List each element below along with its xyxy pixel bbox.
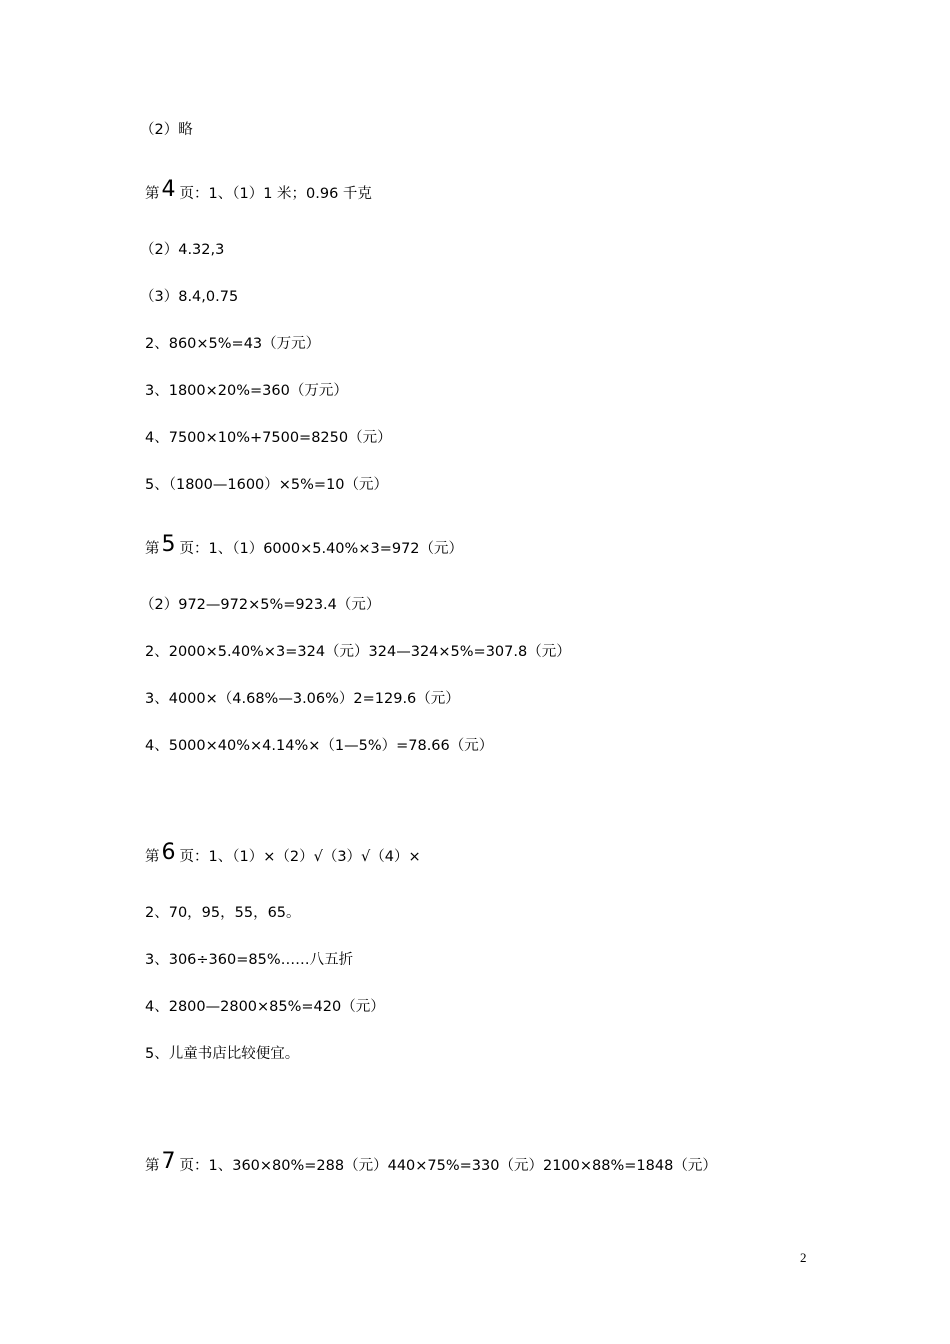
section-heading-page-6: [145, 840, 421, 867]
heading-text: 页：1、360×80%=288（元）440×75%=330（元）2100×88%=1848（元）: [179, 1158, 717, 1174]
answer-text: 3、4000×（4.68%—3.06%）2=129.6（元）: [145, 691, 460, 707]
answer-text: 5、（1800—1600）×5%=10（元）: [145, 477, 389, 493]
answer-text: （2）略: [140, 122, 193, 138]
answer-line: [145, 475, 388, 495]
heading-page-number: 6: [161, 840, 176, 865]
answer-line: [145, 736, 493, 756]
answer-text: 2、70，95，55，65。: [145, 905, 301, 921]
heading-prefix: 第: [145, 541, 160, 557]
heading-prefix: 第: [145, 849, 160, 865]
answer-line: [140, 120, 193, 140]
section-heading-page-5: [145, 532, 464, 559]
heading-text: 页：1、（1）1 米；0.96 千克: [179, 186, 372, 202]
answer-text: 4、7500×10%+7500=8250（元）: [145, 430, 392, 446]
heading-page-number: 7: [161, 1149, 176, 1174]
answer-text: 4、2800—2800×85%=420（元）: [145, 999, 385, 1015]
section-heading-page-7: [145, 1149, 717, 1176]
answer-line: [145, 381, 348, 401]
heading-prefix: 第: [145, 186, 160, 202]
answer-line: [140, 240, 224, 260]
answer-line: [145, 642, 571, 662]
answer-line: [145, 428, 392, 448]
answer-text: 4、5000×40%×4.14%×（1—5%）=78.66（元）: [145, 738, 494, 754]
answer-line: [145, 950, 353, 970]
answer-line: [145, 997, 385, 1017]
heading-text: 页：1、（1）×（2）√（3）√（4）×: [179, 849, 421, 865]
answer-text: （3）8.4,0.75: [140, 289, 239, 305]
answer-text: 3、1800×20%=360（万元）: [145, 383, 348, 399]
answer-text: 2、860×5%=43（万元）: [145, 336, 321, 352]
answer-text: 3、306÷360=85%……八五折: [145, 952, 354, 968]
answer-text: （2）972—972×5%=923.4（元）: [140, 597, 381, 613]
answer-text: 2、2000×5.40%×3=324（元）324—324×5%=307.8（元）: [145, 644, 571, 660]
answer-text: （2）4.32,3: [140, 242, 225, 258]
answer-text: 5、儿童书店比较便宜。: [145, 1046, 300, 1062]
answer-line: [145, 334, 320, 354]
heading-page-number: 5: [161, 532, 176, 557]
answer-line: [145, 1044, 299, 1064]
heading-text: 页：1、（1）6000×5.40%×3=972（元）: [179, 541, 464, 557]
answer-line: [145, 689, 460, 709]
section-heading-page-4: [145, 177, 372, 204]
page-number: 2: [800, 1250, 807, 1265]
answer-line: [140, 287, 238, 307]
heading-prefix: 第: [145, 1158, 160, 1174]
answer-line: [140, 595, 380, 615]
heading-page-number: 4: [161, 177, 176, 202]
answer-line: [145, 903, 301, 923]
